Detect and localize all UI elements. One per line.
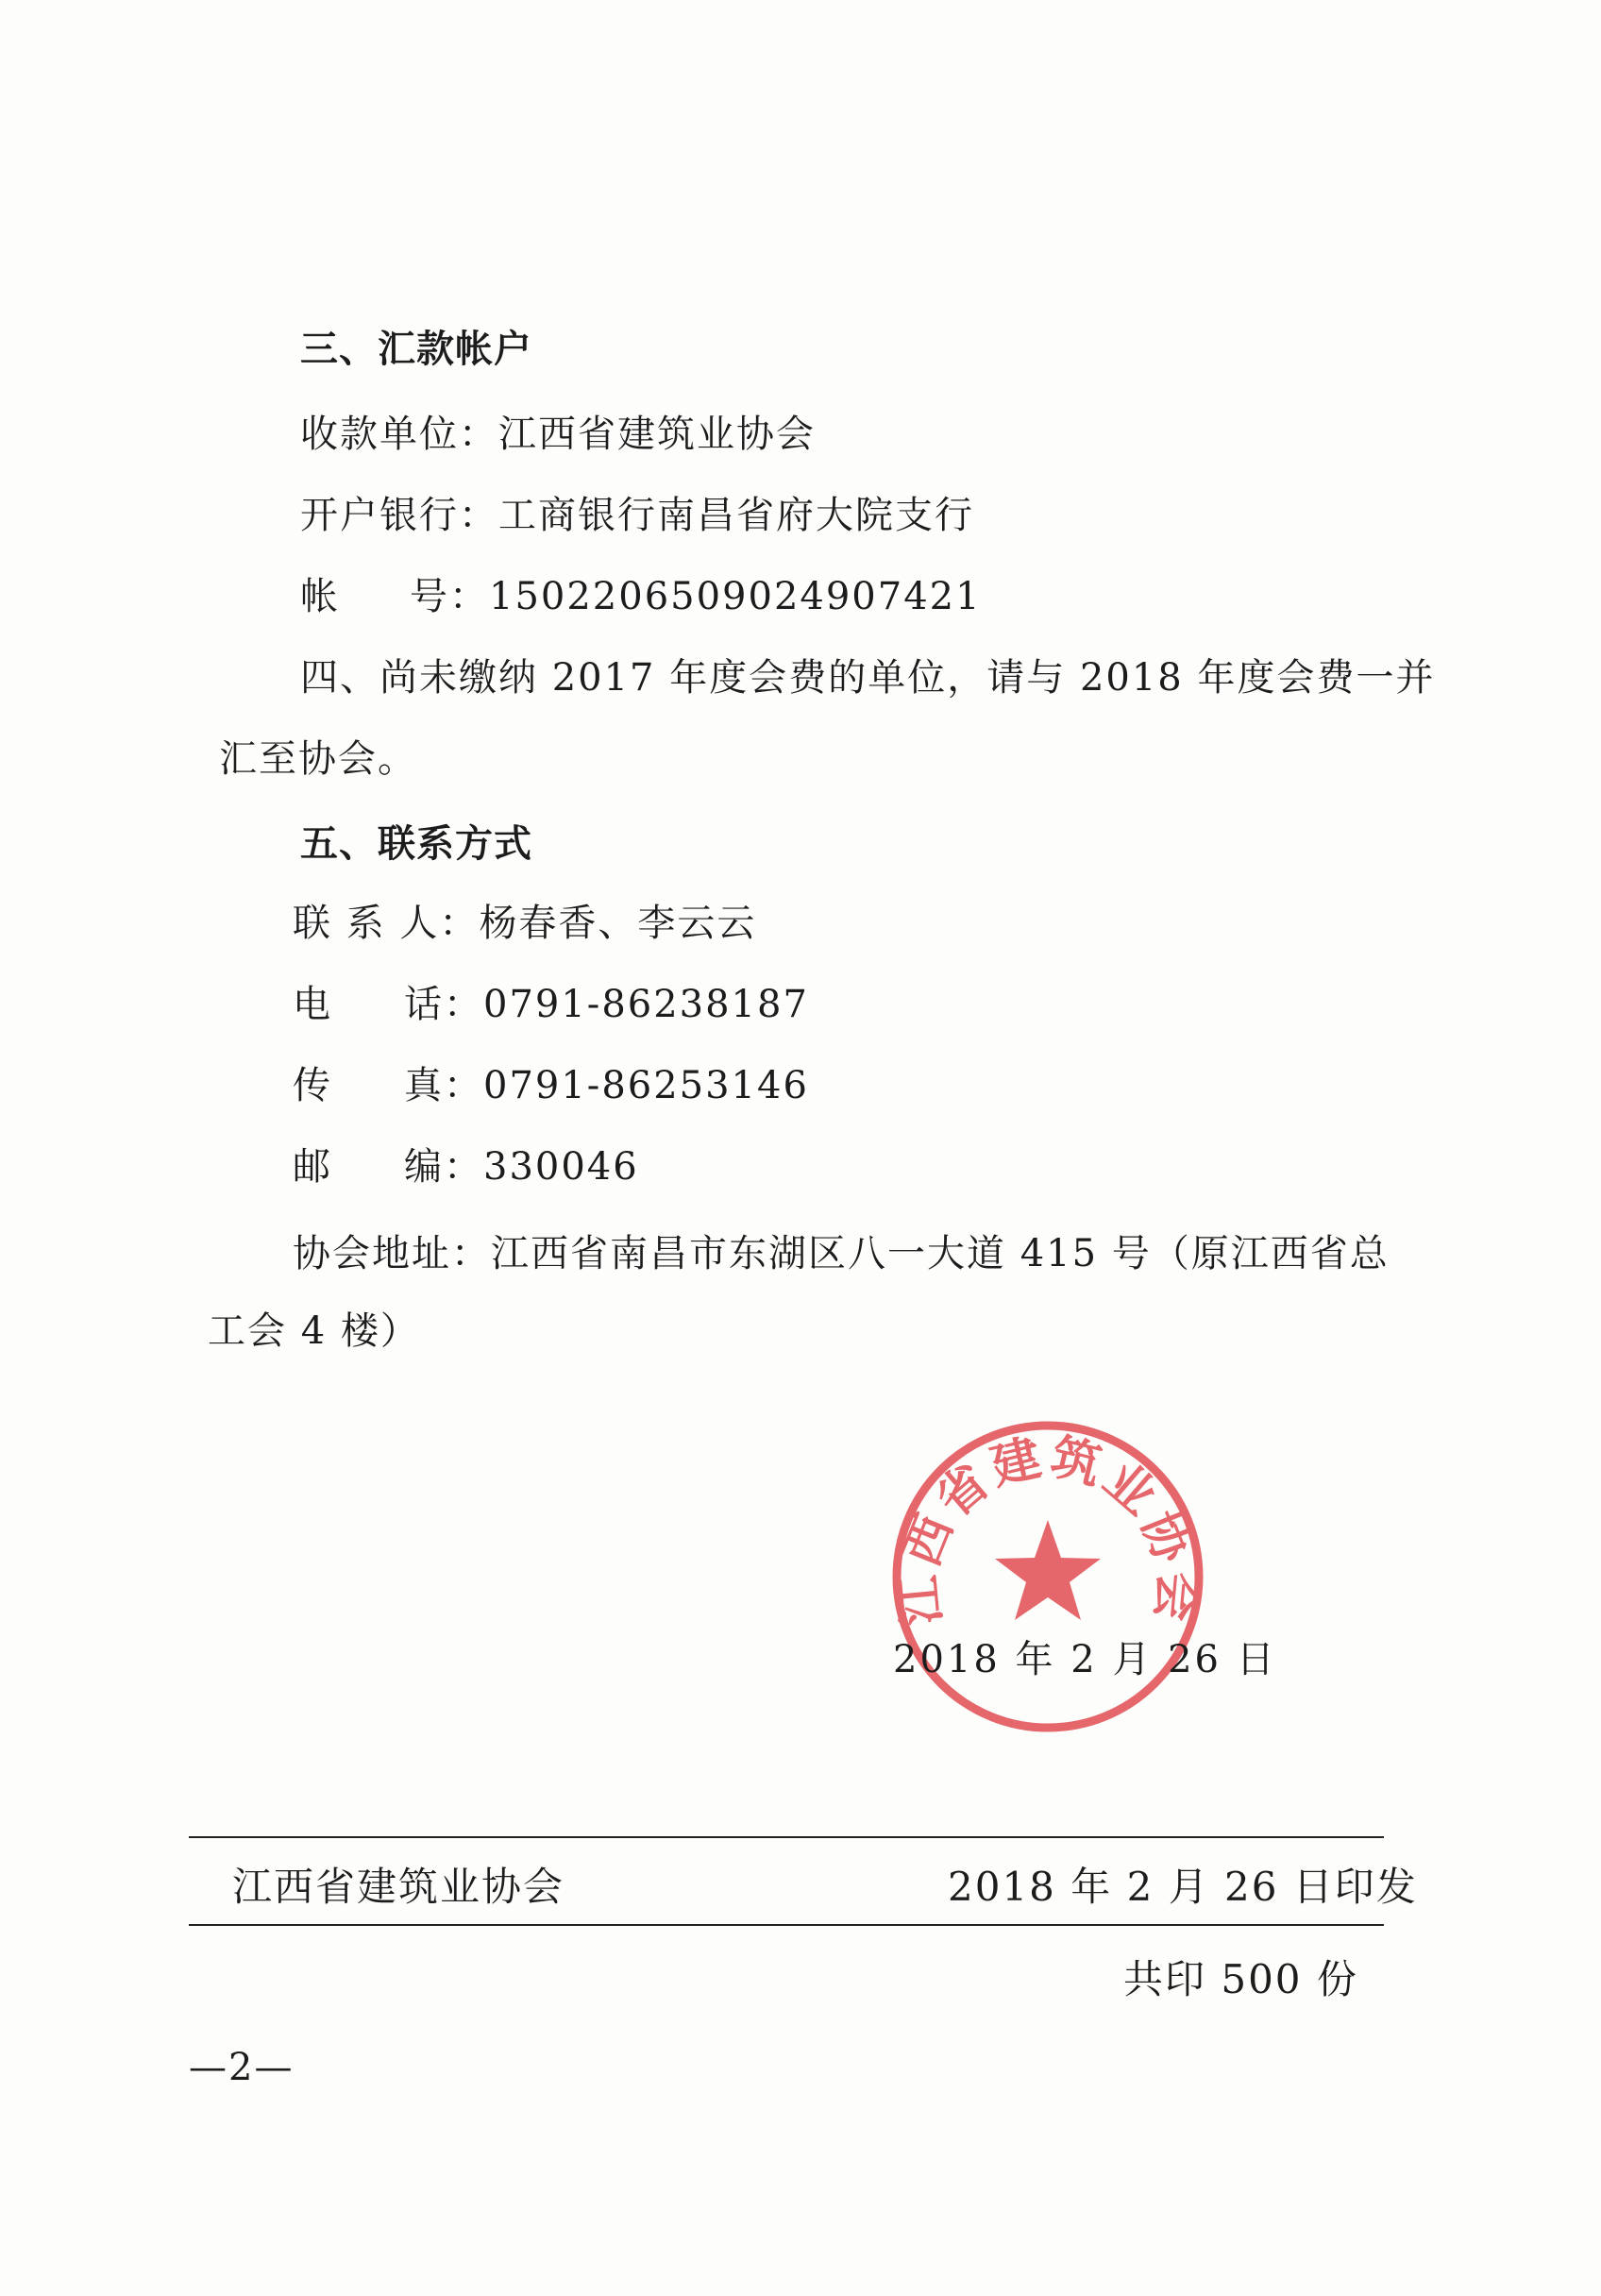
account-value: 1502206509024907421: [489, 575, 982, 618]
section-heading-remittance: 三、汇款帐户: [300, 328, 532, 371]
footer-copies: 共印 500 份: [1123, 1956, 1358, 2002]
footer-issue-date: 2018 年 2 月 26 日印发: [948, 1864, 1418, 1910]
contact-person-value: 杨春香、李云云: [479, 902, 757, 945]
footer-issuer: 江西省建筑业协会: [232, 1864, 565, 1910]
address-line-1: 江西省南昌市东湖区八一大道 415 号（原江西省总: [491, 1232, 1390, 1275]
phone-value: 0791-86238187: [483, 983, 809, 1026]
phone-label-second: 话：: [404, 983, 483, 1026]
address-label: 协会地址：: [293, 1232, 491, 1275]
bank-label: 开户银行：: [300, 494, 498, 537]
bank-row: [300, 494, 974, 537]
address-line-2: 工会 4 楼）: [208, 1309, 420, 1353]
fax-value: 0791-86253146: [483, 1064, 809, 1107]
page-number: —2—: [189, 2046, 295, 2089]
footer-top-rule: [189, 1836, 1384, 1838]
account-label-second: 号：: [410, 575, 489, 618]
fax-label-second: 真：: [404, 1064, 483, 1107]
contact-person-row: [293, 902, 757, 945]
seal-star-icon: [995, 1520, 1101, 1620]
postcode-label-first: 邮: [293, 1145, 332, 1189]
signature-date: 2018 年 2 月 26 日: [893, 1638, 1277, 1681]
payee-row: [300, 413, 816, 456]
section-heading-contact: 五、联系方式: [300, 822, 532, 866]
arrears-line-1: 四、尚未缴纳 2017 年度会费的单位，请与 2018 年度会费一并: [300, 656, 1436, 700]
address-row: [293, 1232, 1390, 1275]
postcode-row: [293, 1145, 639, 1189]
postcode-label-second: 编：: [404, 1145, 483, 1189]
footer-bottom-rule: [189, 1924, 1384, 1926]
seal-lettering: 江西省建筑业协会: [890, 1428, 1205, 1628]
arrears-line-2: 汇至协会。: [219, 737, 417, 781]
account-label-first: 帐: [300, 575, 340, 618]
contact-person-label: 联 系 人：: [293, 902, 480, 945]
payee-value: 江西省建筑业协会: [498, 413, 816, 456]
bank-value: 工商银行南昌省府大院支行: [498, 494, 974, 537]
fax-label-first: 传: [293, 1064, 332, 1107]
official-seal: [887, 1416, 1208, 1737]
phone-row: [293, 983, 809, 1026]
account-row: [300, 575, 982, 618]
phone-label-first: 电: [293, 983, 332, 1026]
postcode-value: 330046: [483, 1145, 639, 1189]
payee-label: 收款单位：: [300, 413, 498, 456]
fax-row: [293, 1064, 809, 1107]
